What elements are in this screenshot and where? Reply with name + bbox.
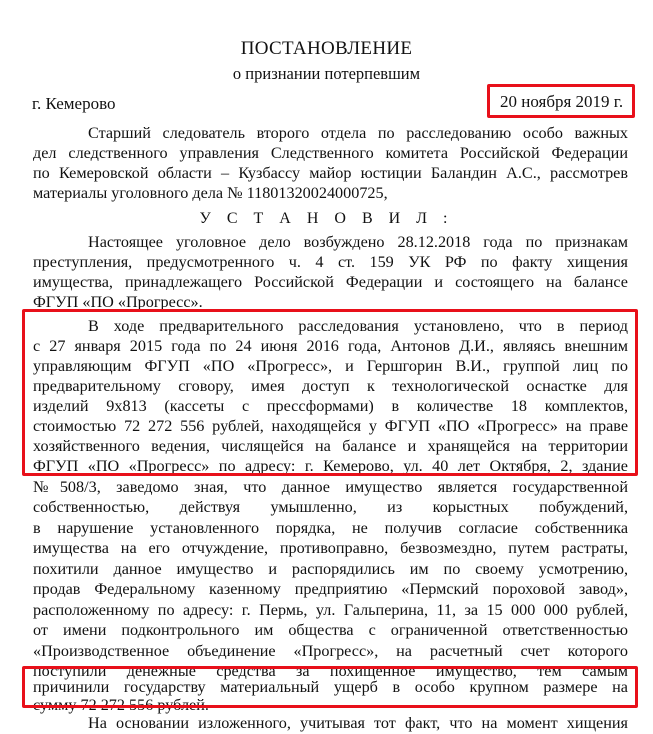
investigation-line: №508/3, заведомо зная, что данное имущество является государственной [33, 478, 628, 496]
investigation-line: причинили государству материальный ущерб в особо крупном размере на [33, 678, 628, 696]
case-line: преступления, предусмотренного ч. 4 ст. 159 УК РФ по факту хищения [33, 253, 628, 271]
investigation-line: имущества на его отчуждение, противоправно, безвозмездно, путем растраты, [33, 539, 628, 557]
investigation-highlight-box [22, 309, 638, 476]
investigation-line: управляющим ФГУП «ПО «Прогресс», и Гершгорин В.И., группой лиц по [33, 357, 628, 375]
investigation-line: предварительному сговору, имея доступ к технологической оснастке для [33, 377, 628, 395]
investigation-line: ФГУП «ПО «Прогресс» по адресу: г. Кемерово, ул. 40 лет Октября, 2, здание [33, 457, 628, 475]
place-of-issue: г. Кемерово [32, 94, 116, 113]
case-line: имущества, принадлежащего Российской Федерации и состоящего на балансе [33, 273, 628, 291]
investigation-line: с 27 января 2015 года по 24 июня 2016 года, Антонов Д.И., являясь внешним [33, 337, 628, 355]
section-heading: У С Т А Н О В И Л : [199, 210, 454, 227]
investigation-line: стоимостью 72 272 556 рублей, находящейся у ФГУП «ПО «Прогресс» на праве [33, 417, 628, 435]
investigation-line: хозяйственного ведения, числящейся на балансе и хранящейся на территории [33, 437, 628, 455]
intro-line: по Кемеровской области – Кузбассу майор юстиции Баландин А.С., рассмотрев [33, 164, 628, 182]
investigation-line: в нарушение установленного порядка, не получив согласие собственника [33, 519, 628, 537]
document-title: ПОСТАНОВЛЕНИЕ [240, 38, 413, 59]
investigation-line: от имени подконтрольного им общества с ограниченной ответственностью [33, 621, 628, 639]
intro-line: Старший следователь второго отдела по расследованию особо важных [88, 124, 628, 142]
investigation-line: расположенному по адресу: г. Пермь, ул. Гальперина, 11, за 15 000 000 рублей, [33, 601, 628, 619]
investigation-line: В ходе предварительного расследования установлено, что в период [88, 317, 628, 335]
investigation-line: продав Федеральному казенному предприятию «Пермский пороховой завод», [33, 580, 628, 598]
damage-highlight-box [22, 666, 638, 708]
investigation-line: сумму 72 272 556 рублей. [33, 696, 209, 714]
document-subtitle: о признании потерпевшим [232, 64, 421, 83]
investigation-line: похитили данное имущество и распорядились им по своему усмотрению, [33, 560, 628, 578]
document-date: 20 ноября 2019 г. [500, 92, 624, 111]
investigation-line: поступили денежные средства за похищенное имущество, тем самым [33, 662, 628, 680]
case-line: Настоящее уголовное дело возбуждено 28.12.2018 года по признакам [88, 233, 628, 251]
date-highlight-box [487, 84, 635, 118]
case-line: ФГУП «ПО «Прогресс». [33, 293, 203, 311]
basis-line: На основании изложенного, учитывая тот факт, что на момент хищения [88, 714, 628, 732]
intro-line: дел следственного управления Следственного комитета Российской Федерации [33, 144, 628, 162]
investigation-line: собственностью, действуя умышленно, из корыстных побуждений, [33, 498, 628, 516]
investigation-line: изделий 9х813 (кассеты с прессформами) в количестве 18 комплектов, [33, 397, 628, 415]
intro-line: материалы уголовного дела № 11801320024000725, [33, 184, 388, 202]
investigation-line: «Производственное объединение «Прогресс», на расчетный счет которого [33, 642, 628, 660]
